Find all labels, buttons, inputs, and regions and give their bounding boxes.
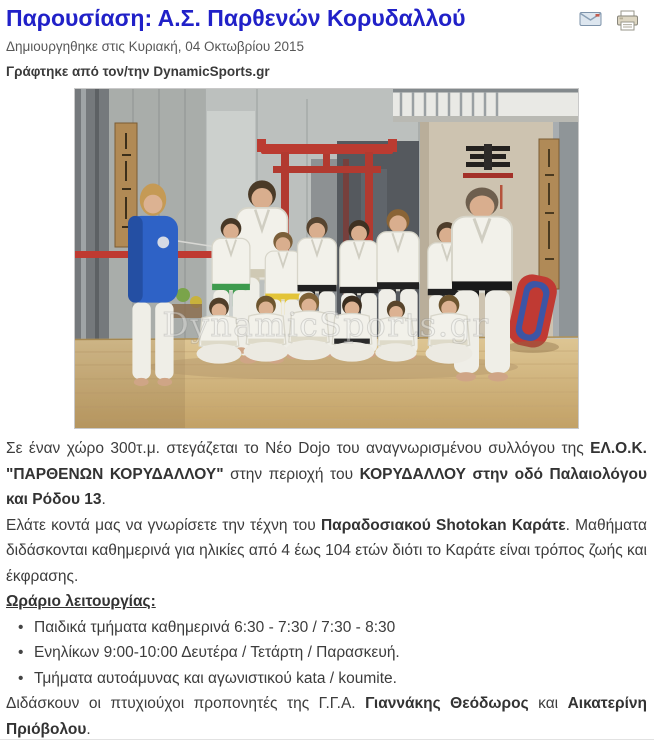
list-item [6, 666, 647, 692]
email-icon[interactable] [579, 10, 603, 31]
schedule-heading: Ωράριο λειτουργίας: [6, 593, 156, 610]
text-segment: Ελάτε κοντά μας να γνωρίσετε την τέχνη του [6, 516, 321, 534]
bullet-glyph: • [18, 618, 24, 636]
schedule-item-kids: Παιδικά τμήματα καθημερινά 6:30 - 7:30 / 7:30 - 8:30 [34, 618, 396, 636]
author-line: Γράφτηκε από τον/την DynamicSports.gr [6, 64, 270, 79]
text-segment: στην περιοχή του [223, 465, 360, 483]
bullet-glyph: • [18, 669, 24, 687]
article-body [6, 436, 647, 742]
paragraph-invite [6, 513, 647, 590]
text-segment: και [528, 695, 568, 712]
schedule-item-selfdefense: Τμήματα αυτοάμυνας και αγωνιστικού kata / koumite. [34, 669, 397, 687]
text-segment: Σε έναν χώρο 300τ.μ. στεγάζεται το Νέο Dojo του αναγνωρισμένου συλλόγου της [6, 440, 591, 457]
list-item [6, 615, 647, 641]
club-name-bold: ΕΛ.Ο.Κ. "ΠΑΡΘΕΝΩΝ ΚΟΡΥΔΑΛΛΟΥ" [6, 440, 647, 483]
text-segment: . [101, 491, 106, 508]
coach-name-bold: Γιαννάκης Θεόδωρος [365, 695, 529, 712]
paragraph-coaches [6, 691, 647, 742]
print-icon[interactable] [616, 10, 639, 31]
coach-name-bold: Αικατερίνη Πριόβολου [6, 695, 648, 738]
paragraph-location [6, 436, 647, 513]
article-header [6, 3, 647, 33]
dojo-group-photo [75, 89, 578, 428]
text-segment: Διδάσκουν οι πτυχιούχοι προπονητές της Γ.Γ.Α. [6, 695, 366, 712]
article-photo [74, 88, 579, 429]
address-bold: ΚΟΡΥΔΑΛΛΟΥ στην οδό Παλαιολόγου και Ρόδου 13 [6, 465, 647, 508]
bullet-glyph: • [18, 644, 24, 661]
list-item [6, 640, 647, 666]
style-name-bold: Παραδοσιακού Shotokan Καράτε [320, 516, 566, 534]
photo-watermark: DynamicSports.gr [162, 305, 490, 344]
article-toolbar [579, 10, 639, 31]
schedule-item-adults: Ενηλίκων 9:00-10:00 Δευτέρα / Τετάρτη / Παρασκευή. [34, 644, 400, 661]
schedule-heading-row [6, 589, 647, 615]
created-date: Δημιουργηθηκε στις Κυριακή, 04 Οκτωβρίου 2015 [6, 39, 305, 54]
text-segment: . [86, 720, 91, 738]
page-title: Παρουσίαση: Α.Σ. Παρθενών Κορυδαλλού [6, 5, 466, 31]
schedule-list [6, 615, 647, 692]
text-segment: . Μαθήματα διδάσκονται καθημερινά για ηλικίες από 4 έως 104 ετών διότι το Καράτε είναι τρόπος ζωής και έκφρασης. [6, 516, 648, 585]
